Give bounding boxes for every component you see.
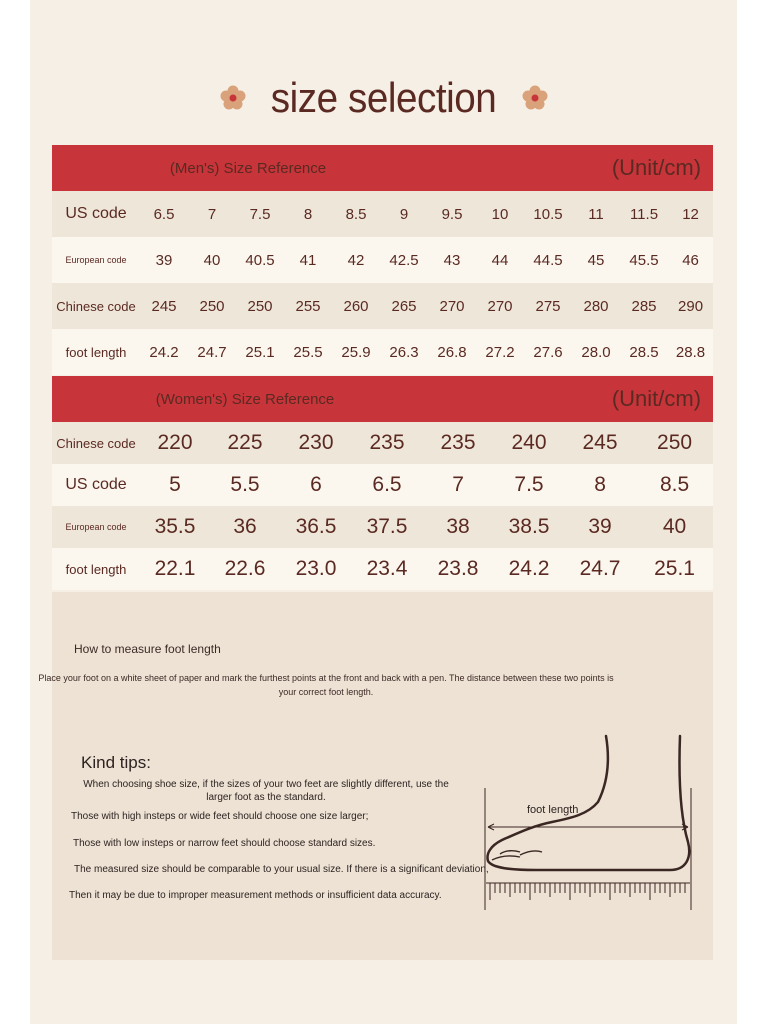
row-label: foot length [52, 329, 140, 375]
table-cell: 250 [636, 422, 713, 464]
row-label: European code [52, 506, 140, 548]
table-cell: 24.7 [564, 548, 636, 590]
table-cell: 24.2 [140, 329, 188, 375]
mens-header-title: (Men's) Size Reference [52, 145, 428, 191]
table-cell: 24.7 [188, 329, 236, 375]
table-cell: 45.5 [620, 237, 668, 283]
table-cell: 36.5 [280, 506, 352, 548]
mens-size-table [52, 145, 713, 375]
table-row [52, 422, 713, 464]
womens-unit-label: (Unit/cm) [422, 376, 713, 422]
table-cell: 43 [428, 237, 476, 283]
row-label: foot length [52, 548, 140, 590]
table-cell: 245 [564, 422, 636, 464]
howto-title: How to measure foot length [74, 642, 221, 656]
table-cell: 250 [236, 283, 284, 329]
table-cell: 8 [564, 464, 636, 506]
table-cell: 290 [668, 283, 713, 329]
table-cell: 7.5 [236, 191, 284, 237]
table-cell: 37.5 [352, 506, 422, 548]
table-cell: 275 [524, 283, 572, 329]
table-cell: 260 [332, 283, 380, 329]
table-cell: 22.1 [140, 548, 210, 590]
table-cell: 8.5 [332, 191, 380, 237]
table-cell: 11 [572, 191, 620, 237]
table-cell: 24.2 [494, 548, 564, 590]
table-row [52, 506, 713, 548]
table-cell: 6 [280, 464, 352, 506]
tip-item: When choosing shoe size, if the sizes of your two feet are slightly different, use the larger foot as the standard. [83, 779, 449, 803]
table-cell: 28.0 [572, 329, 620, 375]
table-cell: 7.5 [494, 464, 564, 506]
table-cell: 38.5 [494, 506, 564, 548]
table-cell: 23.4 [352, 548, 422, 590]
table-cell: 23.0 [280, 548, 352, 590]
table-cell: 285 [620, 283, 668, 329]
table-cell: 225 [210, 422, 280, 464]
tip-item: Those with high insteps or wide feet should choose one size larger; [71, 811, 369, 822]
table-cell: 265 [380, 283, 428, 329]
womens-header-title: (Women's) Size Reference [52, 376, 422, 422]
table-cell: 23.8 [422, 548, 494, 590]
table-cell: 40 [636, 506, 713, 548]
table-cell: 26.8 [428, 329, 476, 375]
foot-outline-icon [488, 736, 690, 870]
table-cell: 40.5 [236, 237, 284, 283]
table-cell: 26.3 [380, 329, 428, 375]
row-label: US code [52, 464, 140, 506]
table-row [52, 283, 713, 329]
row-label: Chinese code [52, 422, 140, 464]
tip-item: Those with low insteps or narrow feet should choose standard sizes. [73, 838, 376, 849]
table-cell: 39 [564, 506, 636, 548]
table-cell: 235 [422, 422, 494, 464]
table-row [52, 464, 713, 506]
table-cell: 10.5 [524, 191, 572, 237]
row-label: Chinese code [52, 283, 140, 329]
ruler-icon [486, 883, 690, 900]
table-row [52, 548, 713, 590]
foot-length-label: foot length [527, 804, 579, 816]
table-cell: 25.5 [284, 329, 332, 375]
table-cell: 220 [140, 422, 210, 464]
womens-size-table [52, 376, 713, 590]
tips-title: Kind tips: [81, 753, 151, 772]
table-cell: 25.9 [332, 329, 380, 375]
table-cell: 42.5 [380, 237, 428, 283]
table-cell: 38 [422, 506, 494, 548]
table-cell: 39 [140, 237, 188, 283]
table-cell: 280 [572, 283, 620, 329]
table-cell: 35.5 [140, 506, 210, 548]
table-cell: 40 [188, 237, 236, 283]
row-label: European code [52, 237, 140, 283]
table-cell: 44.5 [524, 237, 572, 283]
table-cell: 8.5 [636, 464, 713, 506]
table-cell: 10 [476, 191, 524, 237]
table-cell: 270 [428, 283, 476, 329]
table-cell: 41 [284, 237, 332, 283]
table-cell: 235 [352, 422, 422, 464]
mens-unit-label: (Unit/cm) [428, 145, 713, 191]
table-row [52, 191, 713, 237]
table-cell: 27.2 [476, 329, 524, 375]
page-title: size selection [271, 74, 497, 121]
tip-item: The measured size should be comparable to your usual size. If there is a significant deviation, [74, 864, 489, 875]
table-cell: 6.5 [140, 191, 188, 237]
table-cell: 250 [188, 283, 236, 329]
table-cell: 46 [668, 237, 713, 283]
table-cell: 6.5 [352, 464, 422, 506]
table-row [52, 329, 713, 375]
table-cell: 44 [476, 237, 524, 283]
title-row [0, 70, 768, 126]
table-cell: 36 [210, 506, 280, 548]
tip-item: Then it may be due to improper measurement methods or insufficient data accuracy. [69, 890, 442, 901]
table-cell: 12 [668, 191, 713, 237]
table-cell: 5.5 [210, 464, 280, 506]
table-cell: 230 [280, 422, 352, 464]
foot-diagram [480, 730, 700, 915]
table-cell: 9 [380, 191, 428, 237]
table-cell: 11.5 [620, 191, 668, 237]
table-cell: 9.5 [428, 191, 476, 237]
flower-icon [521, 84, 549, 112]
table-cell: 5 [140, 464, 210, 506]
table-cell: 27.6 [524, 329, 572, 375]
table-cell: 255 [284, 283, 332, 329]
howto-text: Place your foot on a white sheet of paper and mark the furthest points at the front and back with a pen. The distance between these two points is your correct foot length. [38, 673, 614, 697]
table-cell: 7 [422, 464, 494, 506]
table-cell: 25.1 [636, 548, 713, 590]
table-cell: 270 [476, 283, 524, 329]
row-label: US code [52, 191, 140, 237]
table-row [52, 237, 713, 283]
flower-icon [219, 84, 247, 112]
table-cell: 28.5 [620, 329, 668, 375]
table-cell: 25.1 [236, 329, 284, 375]
table-cell: 240 [494, 422, 564, 464]
table-cell: 45 [572, 237, 620, 283]
table-cell: 22.6 [210, 548, 280, 590]
table-cell: 42 [332, 237, 380, 283]
table-cell: 28.8 [668, 329, 713, 375]
table-cell: 8 [284, 191, 332, 237]
table-cell: 7 [188, 191, 236, 237]
table-cell: 245 [140, 283, 188, 329]
